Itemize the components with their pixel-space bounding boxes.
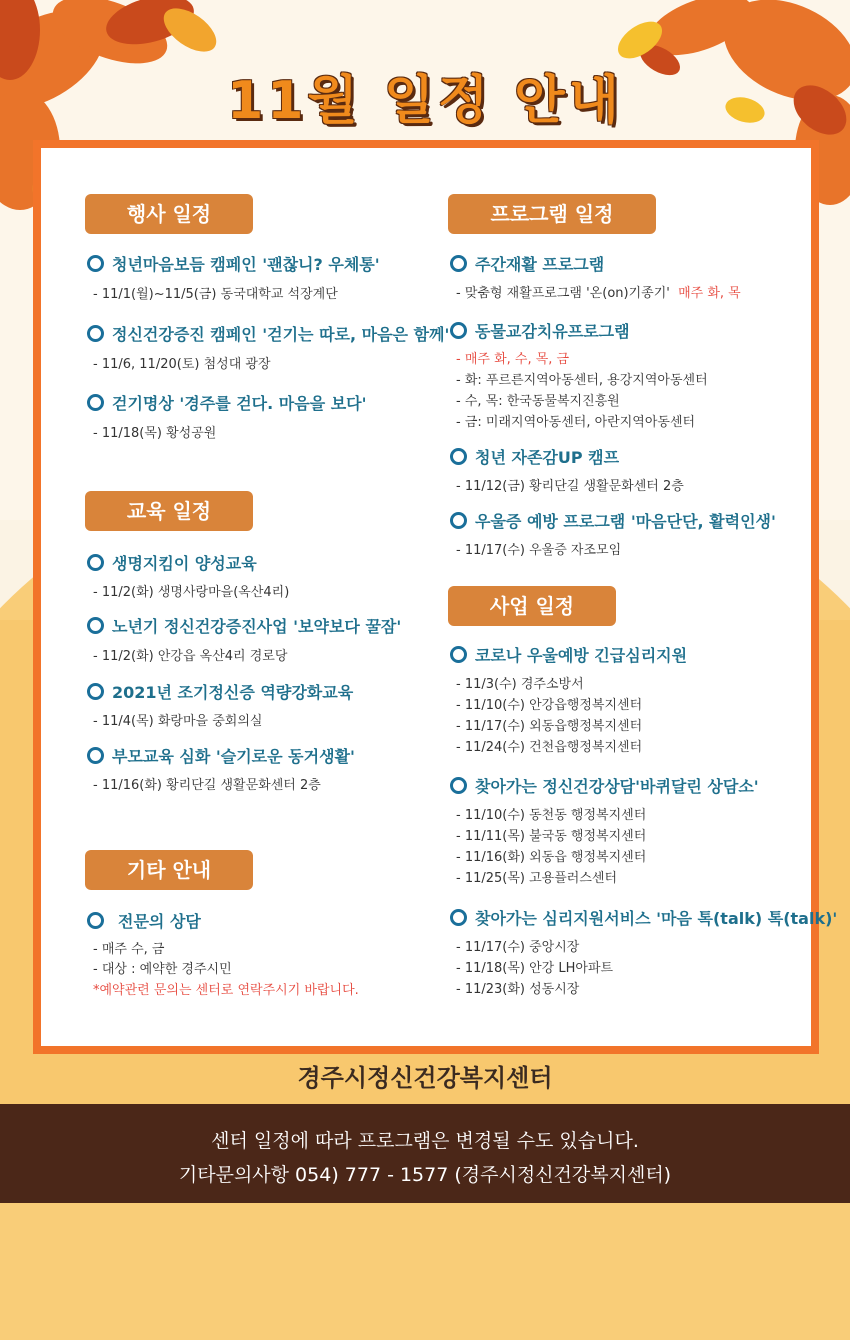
education-section-label: 교육 일정 [85, 491, 253, 531]
bullet-ring-icon [450, 322, 467, 339]
bullet-ring-icon [87, 394, 104, 411]
business-detail-3b: - 11/18(목) 안강 LH아파트 [456, 961, 614, 976]
program-title-2: 동물교감치유프로그램 [450, 319, 630, 342]
business-detail-2a: - 11/10(수) 동천동 행정복지센터 [456, 808, 647, 823]
business-detail-1c: - 11/17(수) 외동읍행정복지센터 [456, 719, 643, 734]
bullet-ring-icon [87, 617, 104, 634]
program-detail-4: - 11/17(수) 우울증 자조모임 [456, 543, 622, 558]
education-detail-3: - 11/4(목) 화랑마을 중회의실 [93, 714, 263, 729]
bullet-ring-icon [450, 512, 467, 529]
bullet-ring-icon [450, 777, 467, 794]
program-highlight-1: 매주 화, 목 [678, 286, 741, 301]
business-detail-2b: - 11/11(목) 불국동 행정복지센터 [456, 829, 647, 844]
program-title-1: 주간재활 프로그램 [450, 252, 604, 275]
bullet-ring-icon [450, 646, 467, 663]
center-name: 경주시정신건강복지센터 [297, 1064, 553, 1092]
program-highlight-2: - 매주 화, 수, 목, 금 [456, 352, 570, 367]
program-title-4: 우울증 예방 프로그램 '마음단단, 활력인생' [450, 509, 776, 532]
event-detail-3: - 11/18(목) 황성공원 [93, 426, 217, 441]
bullet-ring-icon [450, 255, 467, 272]
bullet-ring-icon [450, 909, 467, 926]
event-detail-1: - 11/1(월)~11/5(금) 동국대학교 석장계단 [93, 287, 338, 302]
other-notice: *예약관련 문의는 센터로 연락주시기 바랍니다. [93, 983, 359, 998]
other-section-label: 기타 안내 [85, 850, 253, 890]
program-detail-2a: - 화: 푸르른지역아동센터, 용강지역아동센터 [456, 373, 708, 388]
business-detail-3a: - 11/17(수) 중앙시장 [456, 940, 580, 955]
bullet-ring-icon [87, 554, 104, 571]
schedule-panel [33, 140, 838, 1054]
business-detail-3c: - 11/23(화) 성동시장 [456, 982, 580, 997]
events-section-label: 행사 일정 [85, 194, 253, 234]
business-title-1: 코로나 우울예방 긴급심리지원 [450, 643, 687, 666]
event-title-2: 정신건강증진 캠페인 '걷기는 따로, 마음은 함께' [87, 322, 449, 345]
bullet-ring-icon [87, 747, 104, 764]
bullet-ring-icon [450, 448, 467, 465]
education-detail-4: - 11/16(화) 황리단길 생활문화센터 2층 [93, 778, 321, 793]
bullet-ring-icon [87, 683, 104, 700]
program-detail-2b: - 수, 목: 한국동물복지진흥원 [456, 394, 620, 409]
other-title: 전문의 상담 [87, 909, 201, 932]
education-title-4: 부모교육 심화 '슬기로운 동거생활' [87, 744, 355, 767]
program-detail-1: - 맞춤형 재활프로그램 '온(on)기종기' 매주 화, 목 [456, 286, 741, 301]
program-detail-3: - 11/12(금) 황리단길 생활문화센터 2층 [456, 479, 684, 494]
business-title-3: 찾아가는 심리지원서비스 '마음 톡(talk) 톡(talk)' [450, 906, 837, 929]
event-title-3: 걷기명상 '경주를 걷다. 마음을 보다' [87, 391, 367, 414]
education-detail-2: - 11/2(화) 안강읍 옥산4리 경로당 [93, 649, 288, 664]
program-title-3: 청년 자존감UP 캠프 [450, 445, 619, 468]
event-detail-2: - 11/6, 11/20(토) 첨성대 광장 [93, 357, 271, 372]
education-title-1: 생명지킴이 양성교육 [87, 551, 257, 574]
bullet-ring-icon [87, 325, 104, 342]
business-detail-2d: - 11/25(목) 고용플러스센터 [456, 871, 618, 886]
education-title-2: 노년기 정신건강증진사업 '보약보다 꿀잠' [87, 614, 401, 637]
education-detail-1: - 11/2(화) 생명사랑마을(옥산4리) [93, 585, 290, 600]
business-detail-1b: - 11/10(수) 안강읍행정복지센터 [456, 698, 643, 713]
other-detail-2: - 대상 : 예약한 경주시민 [93, 962, 232, 977]
business-detail-1d: - 11/24(수) 건천읍행정복지센터 [456, 740, 643, 755]
footer-contact: 기타문의사항 054) 777 - 1577 (경주시정신건강복지센터) [178, 1164, 672, 1186]
program-detail-2c: - 금: 미래지역아동센터, 아란지역아동센터 [456, 415, 696, 430]
bullet-ring-icon [87, 255, 104, 272]
page-title: 11월 일정 안내 [227, 71, 623, 131]
other-detail-1: - 매주 수, 금 [93, 942, 165, 957]
business-section-label: 사업 일정 [448, 586, 616, 626]
business-detail-1a: - 11/3(수) 경주소방서 [456, 677, 584, 692]
business-detail-2c: - 11/16(화) 외동읍 행정복지센터 [456, 850, 647, 865]
programs-section-label: 프로그램 일정 [448, 194, 656, 234]
footer-bar [0, 1104, 850, 1203]
event-title-1: 청년마음보듬 캠페인 '괜찮니? 우체통' [87, 252, 380, 275]
business-title-2: 찾아가는 정신건강상담'바퀴달린 상담소' [450, 774, 759, 797]
footer-notice: 센터 일정에 따라 프로그램은 변경될 수도 있습니다. [211, 1130, 639, 1152]
education-title-3: 2021년 조기정신증 역량강화교육 [87, 680, 353, 703]
bullet-ring-icon [87, 912, 104, 929]
